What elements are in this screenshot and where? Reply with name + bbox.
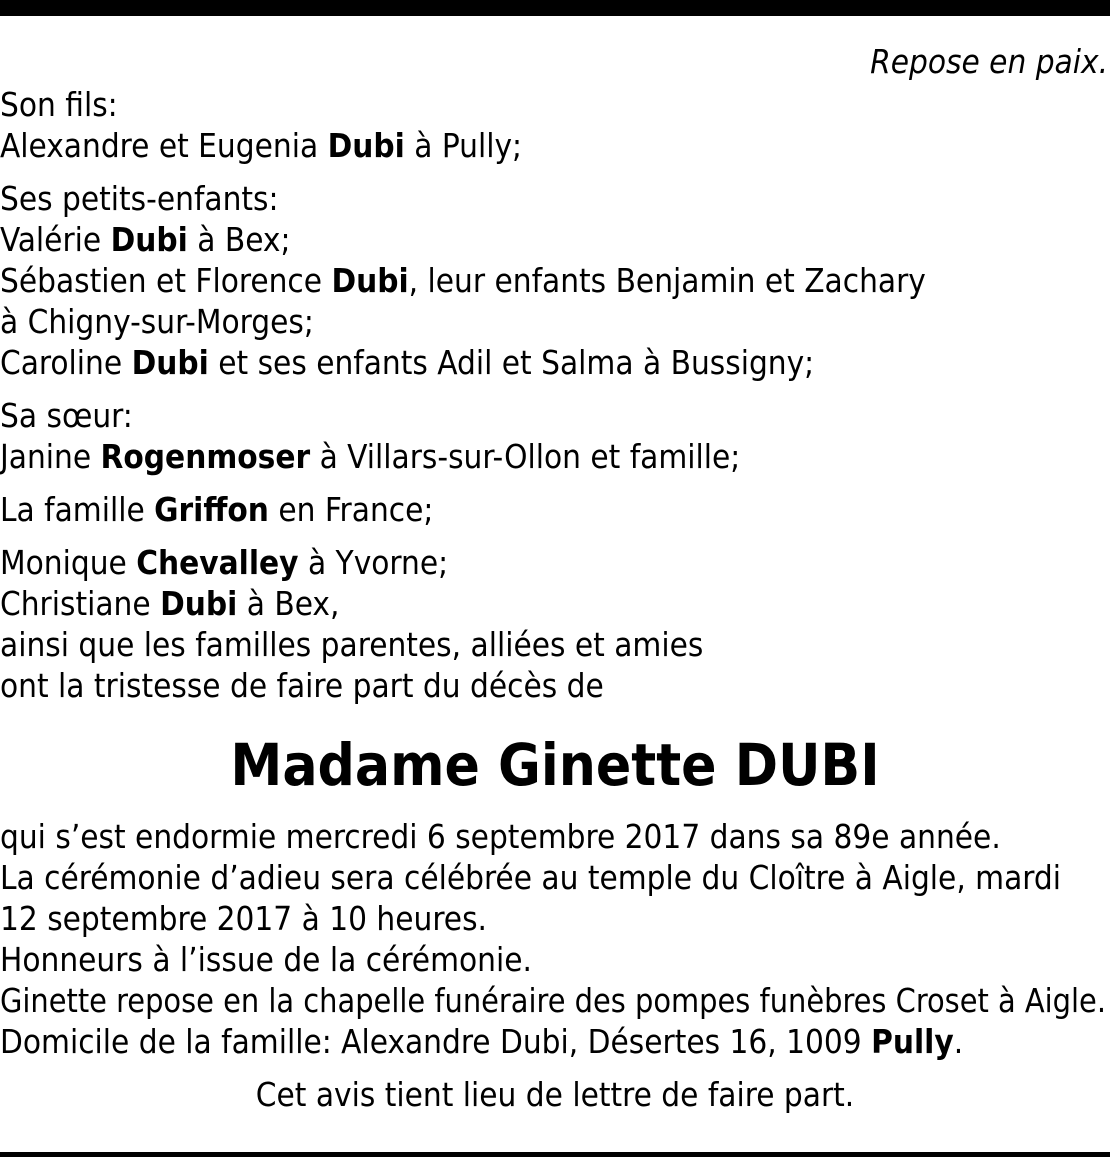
- relative-line: Christiane Dubi à Bex,: [0, 584, 340, 623]
- detail-line: 12 septembre 2017 à 10 heures.: [0, 899, 487, 938]
- sister-section: [0, 395, 1110, 477]
- son-label: Son fils:: [0, 85, 118, 124]
- top-border-rule: [0, 0, 1110, 16]
- details-section: [0, 816, 1110, 1062]
- grandchild-line: Caroline Dubi et ses enfants Adil et Salma à Bussigny;: [0, 343, 815, 382]
- son-section: [0, 84, 1110, 166]
- surname: Dubi: [131, 343, 209, 382]
- grandchildren-label: Ses petits-enfants:: [0, 179, 279, 218]
- sister-label: Sa sœur:: [0, 396, 133, 435]
- surname: Rogenmoser: [100, 437, 311, 476]
- sister-line: Janine Rogenmoser à Villars-sur-Ollon et famille;: [0, 437, 741, 476]
- detail-line: Honneurs à l’issue de la cérémonie.: [0, 940, 532, 979]
- grandchild-line: Valérie Dubi à Bex;: [0, 220, 291, 259]
- surname: Chevalley: [136, 543, 299, 582]
- surname: Dubi: [331, 261, 409, 300]
- town: Pully: [871, 1022, 954, 1061]
- announcement-line: ont la tristesse de faire part du décès de: [0, 666, 604, 705]
- detail-line: qui s’est endormie mercredi 6 septembre 2017 dans sa 89e année.: [0, 817, 1001, 856]
- deceased-name: Madame Ginette DUBI: [230, 731, 880, 799]
- surname: Griffon: [154, 490, 269, 529]
- address-line: Domicile de la famille: Alexandre Dubi, Désertes 16, 1009 Pully.: [0, 1022, 964, 1061]
- detail-line: La cérémonie d’adieu sera célébrée au temple du Cloître à Aigle, mardi: [0, 858, 1062, 897]
- family-section: [0, 489, 1110, 530]
- bottom-border-rule: [0, 1152, 1110, 1157]
- motto: Repose en paix.: [870, 42, 1108, 81]
- relative-line: Monique Chevalley à Yvorne;: [0, 543, 449, 582]
- obituary-notice: [0, 40, 1110, 1115]
- grandchild-line: Sébastien et Florence Dubi, leur enfants Benjamin et Zachary: [0, 261, 926, 300]
- grandchildren-section: [0, 178, 1110, 383]
- others-section: [0, 542, 1110, 706]
- surname: Dubi: [327, 126, 405, 165]
- closing-note: Cet avis tient lieu de lettre de faire part.: [255, 1075, 855, 1114]
- family-line: La famille Griffon en France;: [0, 490, 434, 529]
- son-line: Alexandre et Eugenia Dubi à Pully;: [0, 126, 523, 165]
- announcement-line: ainsi que les familles parentes, alliées et amies: [0, 625, 704, 664]
- surname: Dubi: [110, 220, 188, 259]
- detail-line: Ginette repose en la chapelle funéraire des pompes funèbres Croset à Aigle.: [0, 981, 1106, 1020]
- grandchild-line: à Chigny-sur-Morges;: [0, 302, 314, 341]
- surname: Dubi: [160, 584, 238, 623]
